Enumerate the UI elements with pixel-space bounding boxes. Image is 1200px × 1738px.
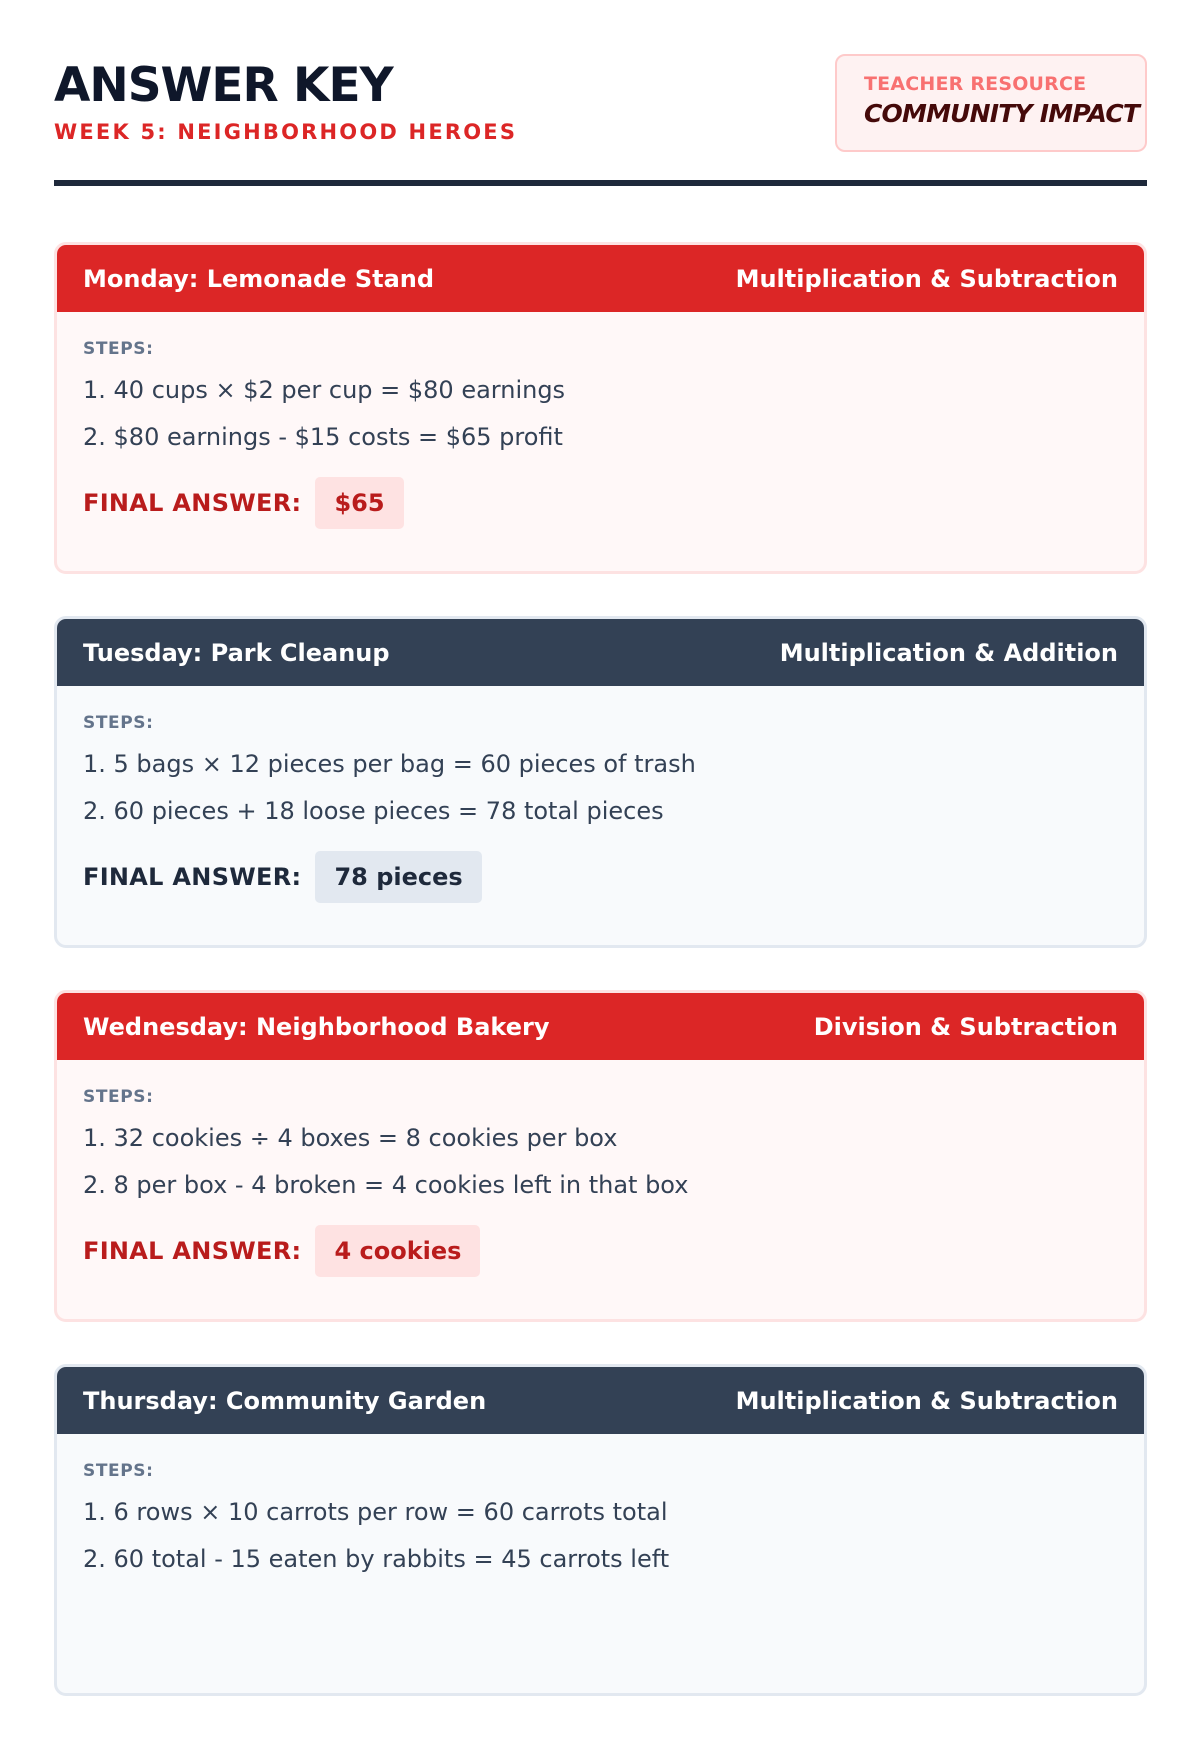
card-body	[57, 1434, 1144, 1577]
steps-label: STEPS:	[83, 713, 154, 733]
badge-value: COMMUNITY IMPACT	[864, 99, 1140, 128]
final-answer-label: FINAL ANSWER:	[83, 1237, 302, 1265]
page-header	[54, 0, 1147, 188]
card-operation: Multiplication & Addition	[779, 638, 1118, 667]
card-operation: Multiplication & Subtraction	[735, 1386, 1118, 1415]
page-title: ANSWER KEY	[54, 58, 393, 113]
steps-label: STEPS:	[83, 1461, 154, 1481]
page-subtitle: WEEK 5: NEIGHBORHOOD HEROES	[54, 120, 518, 144]
problem-card-wednesday	[54, 990, 1147, 1322]
step-2: 2. 60 total - 15 eaten by rabbits = 45 carrots left	[83, 1545, 670, 1573]
card-title: Thursday: Community Garden	[83, 1386, 487, 1415]
steps-label: STEPS:	[83, 1087, 154, 1107]
final-answer-value: 78 pieces	[315, 851, 481, 903]
final-answer-label: FINAL ANSWER:	[83, 863, 302, 891]
teacher-resource-badge	[835, 54, 1147, 152]
step-1: 1. 40 cups × $2 per cup = $80 earnings	[83, 376, 566, 404]
card-body	[57, 686, 1144, 903]
final-answer-row	[83, 1225, 1118, 1277]
problem-cards	[54, 242, 1147, 1738]
card-body	[57, 1060, 1144, 1277]
card-header	[57, 1367, 1144, 1434]
final-answer-value: 4 cookies	[315, 1225, 480, 1277]
card-header	[57, 993, 1144, 1060]
steps-label: STEPS:	[83, 339, 154, 359]
final-answer-row	[83, 477, 1118, 529]
step-2: 2. $80 earnings - $15 costs = $65 profit	[83, 423, 563, 451]
step-1: 1. 5 bags × 12 pieces per bag = 60 pieces of trash	[83, 750, 696, 778]
problem-card-tuesday	[54, 616, 1147, 948]
header-divider	[54, 180, 1147, 186]
final-answer-label: FINAL ANSWER:	[83, 489, 302, 517]
answer-key-page	[54, 0, 1147, 1573]
final-answer-value: $65	[315, 477, 403, 529]
card-operation: Multiplication & Subtraction	[735, 264, 1118, 293]
problem-card-thursday	[54, 1364, 1147, 1696]
step-2: 2. 8 per box - 4 broken = 4 cookies left in that box	[83, 1171, 689, 1199]
card-title: Tuesday: Park Cleanup	[83, 638, 390, 667]
card-body	[57, 312, 1144, 529]
step-1: 1. 6 rows × 10 carrots per row = 60 carrots total	[83, 1498, 668, 1526]
card-title: Monday: Lemonade Stand	[83, 264, 435, 293]
card-header	[57, 245, 1144, 312]
card-header	[57, 619, 1144, 686]
step-1: 1. 32 cookies ÷ 4 boxes = 8 cookies per box	[83, 1124, 618, 1152]
card-operation: Division & Subtraction	[813, 1012, 1118, 1041]
card-title: Wednesday: Neighborhood Bakery	[83, 1012, 550, 1041]
step-2: 2. 60 pieces + 18 loose pieces = 78 total pieces	[83, 797, 664, 825]
badge-label: TEACHER RESOURCE	[864, 73, 1087, 95]
final-answer-row	[83, 851, 1118, 903]
problem-card-monday	[54, 242, 1147, 574]
